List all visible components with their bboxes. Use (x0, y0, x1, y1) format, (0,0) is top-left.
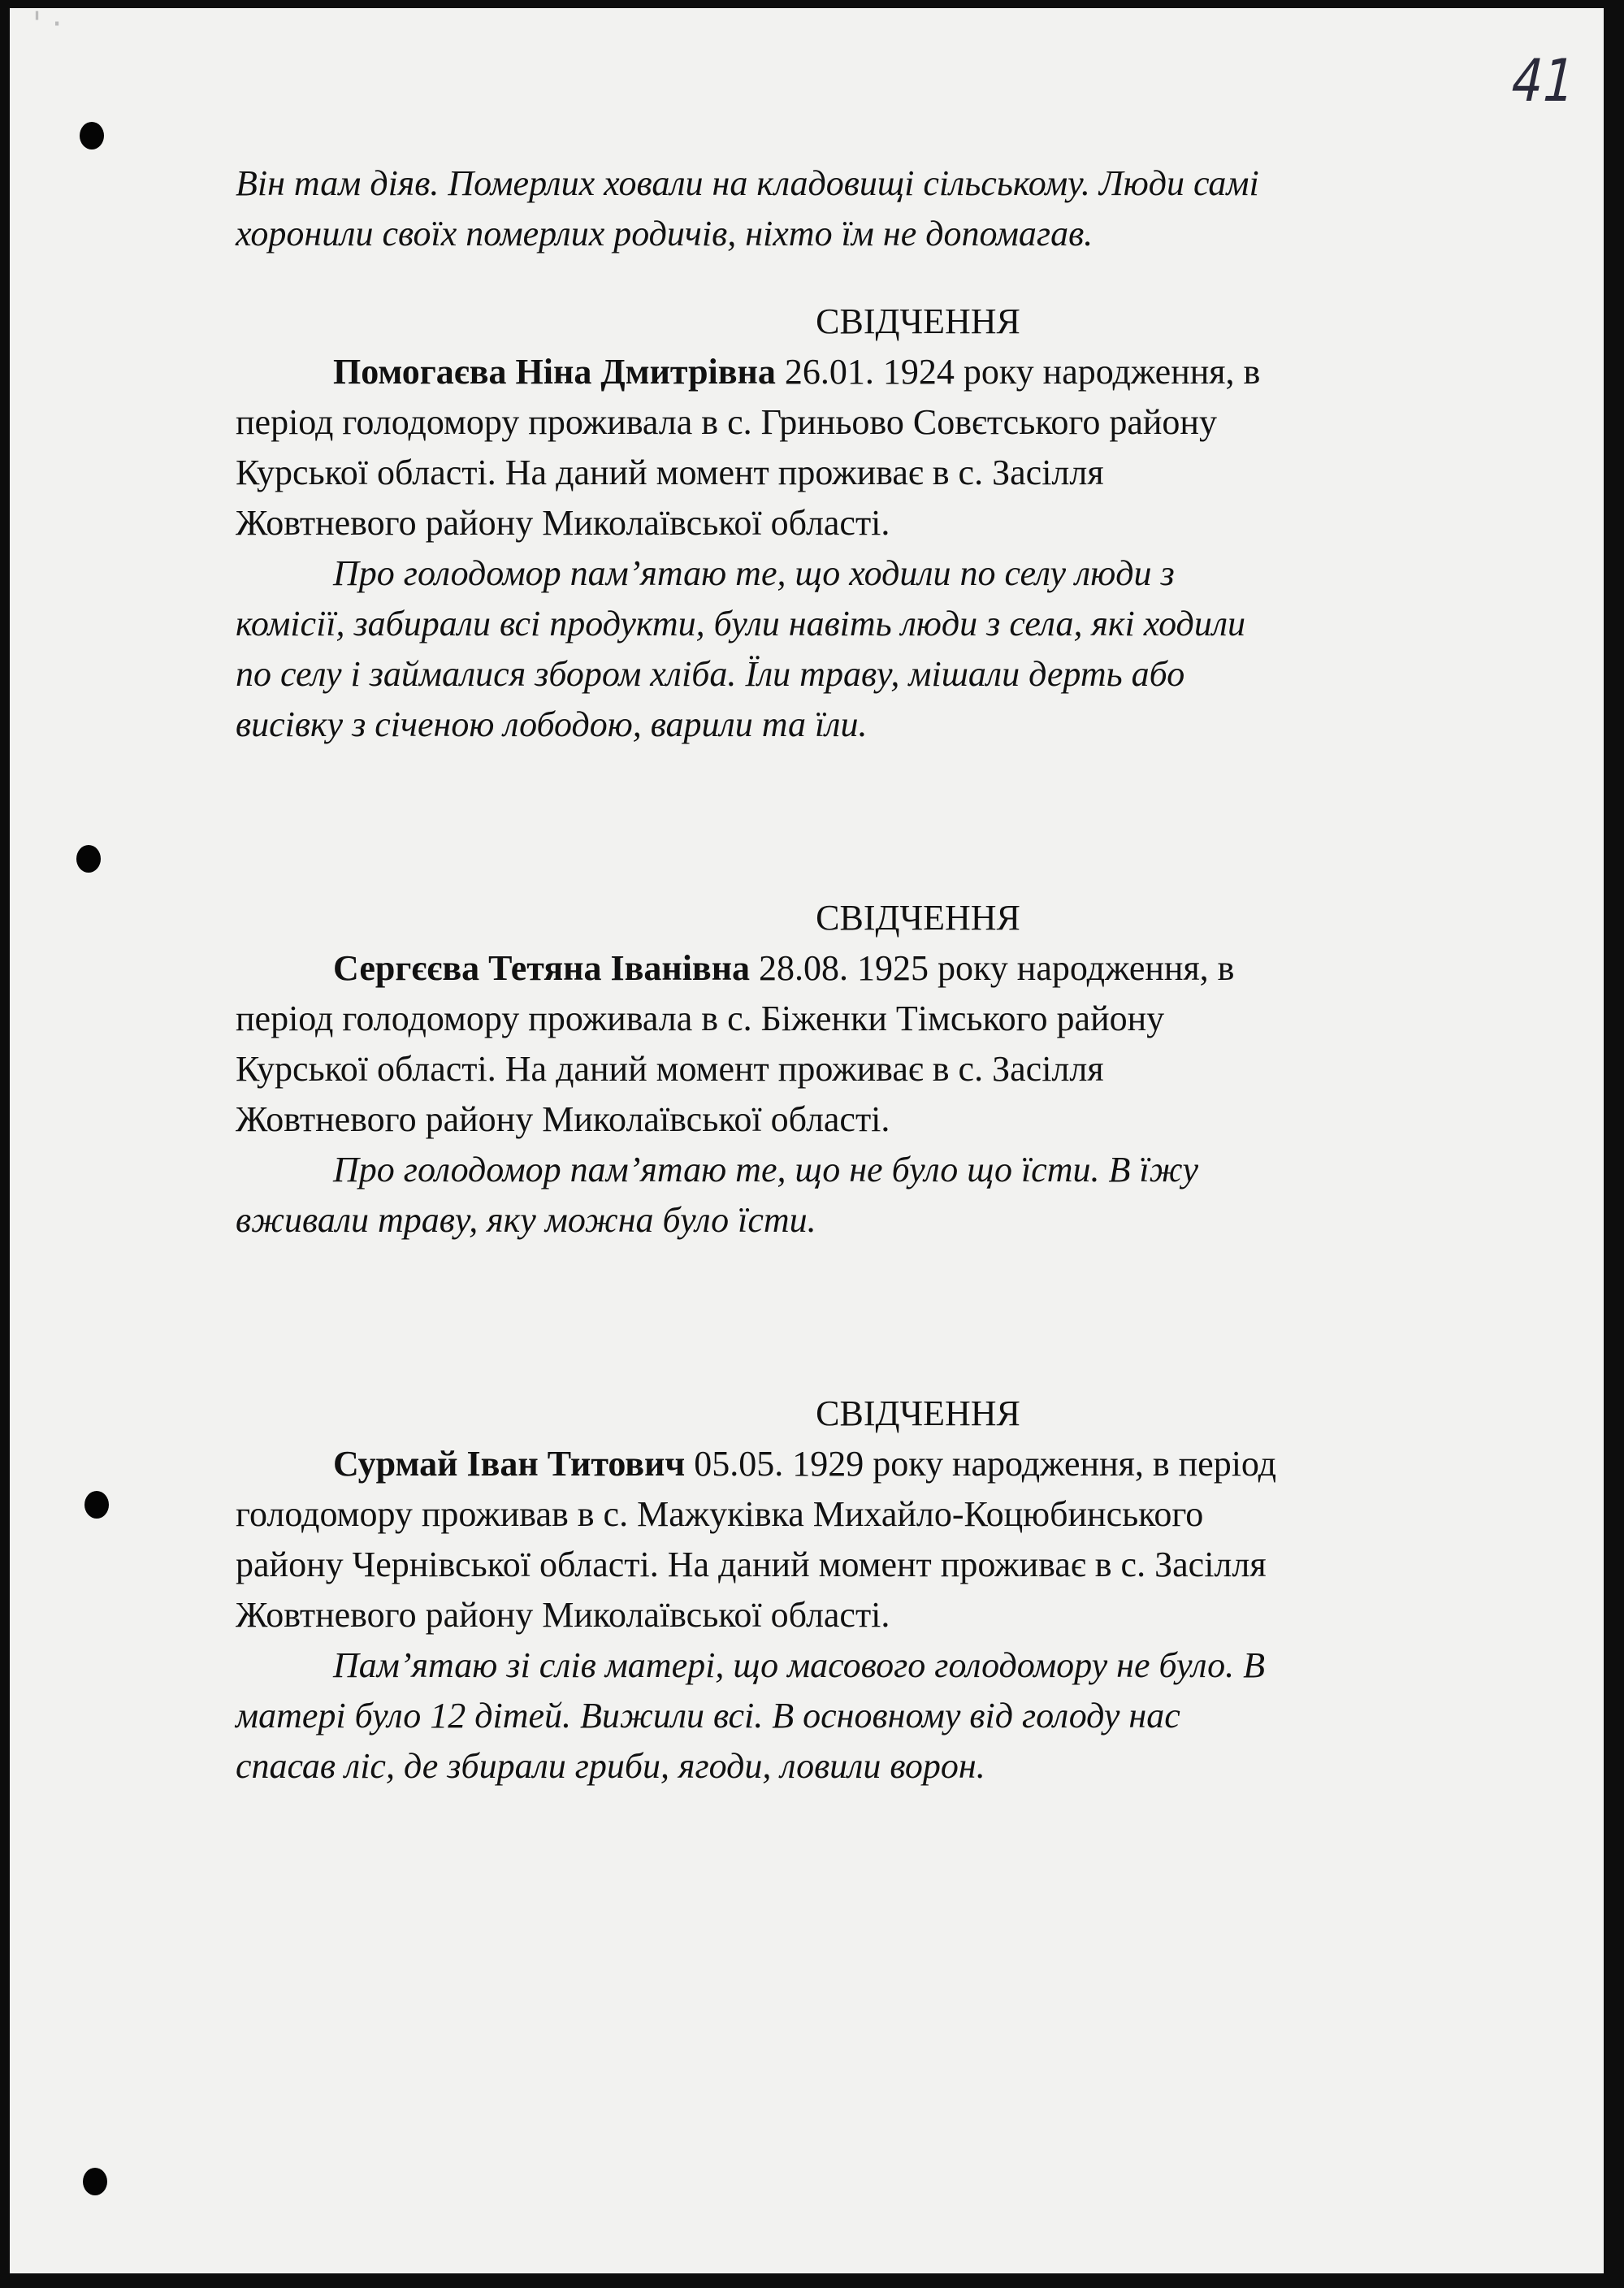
memory-line: спасав ліс, де збирали гриби, ягоди, ловили ворон. (236, 1746, 985, 1786)
testimony-bio (236, 347, 1519, 548)
corner-mark: ' · (32, 6, 63, 43)
bio-first-line (236, 1439, 1519, 1489)
testimony-memory (236, 1145, 1519, 1246)
bio-line: період голодомору проживала в с. Біженки Тімського району (236, 999, 1165, 1038)
testimony-3 (236, 1389, 1519, 1792)
memory-line: висівку з січеною лободою, варили та їли. (236, 704, 868, 744)
intro-line: Він там діяв. Померлих ховали на кладовищі сільському. Люди самі (236, 163, 1259, 203)
bio-line: району Чернівської області. На даний момент проживає в с. Засілля (236, 1545, 1267, 1584)
witness-name: Сергєєва Тетяна Іванівна (333, 948, 751, 988)
testimony-memory (236, 1640, 1519, 1792)
punch-hole (84, 1491, 109, 1519)
testimony-bio (236, 1439, 1519, 1640)
testimony-heading: СВІДЧЕННЯ (816, 898, 1020, 938)
bio-line: Курської області. На даний момент проживає в с. Засілля (236, 1049, 1104, 1089)
document-content (236, 158, 1519, 1792)
witness-name: Помогаєва Ніна Дмитрівна (333, 352, 776, 392)
memory-line: матері було 12 дітей. Вижили всі. В основному від голоду нас (236, 1696, 1180, 1736)
memory-line: вживали траву, яку можна було їсти. (236, 1200, 816, 1240)
bio-line: Жовтневого району Миколаївської області. (236, 1595, 890, 1635)
memory-line: комісії, забирали всі продукти, були навіть люди з села, які ходили (236, 604, 1245, 644)
testimony-heading: СВІДЧЕННЯ (816, 1393, 1020, 1433)
bio-line: Курської області. На даний момент проживає в с. Засілля (236, 453, 1104, 492)
bio-line: період голодомору проживала в с. Гриньово Совєтського району (236, 402, 1217, 442)
bio-first-line (236, 943, 1519, 994)
birth-info: 28.08. 1925 року народження, в (750, 948, 1235, 988)
birth-info: 26.01. 1924 року народження, в (775, 352, 1261, 392)
testimony-1 (236, 297, 1519, 750)
intro-paragraph (236, 158, 1519, 259)
bio-line: Жовтневого району Миколаївської області. (236, 503, 890, 543)
memory-line: Про голодомор пам’ятаю те, що ходили по селу люди з (333, 553, 1175, 593)
punch-hole (76, 845, 101, 873)
bio-line: Жовтневого району Миколаївської області. (236, 1099, 890, 1139)
memory-line: Пам’ятаю зі слів матері, що масового голодомору не було. В (333, 1645, 1265, 1685)
page-number: 41 (1505, 47, 1582, 115)
memory-line: Про голодомор пам’ятаю те, що не було що їсти. В їжу (333, 1150, 1199, 1190)
bio-first-line (236, 347, 1519, 397)
testimony-heading: СВІДЧЕННЯ (816, 301, 1020, 341)
punch-hole (83, 2168, 107, 2195)
testimony-memory (236, 548, 1519, 750)
testimony-2 (236, 893, 1519, 1246)
punch-hole (80, 122, 104, 150)
bio-line: голодомору проживав в с. Мажуківка Михайло-Коцюбинського (236, 1494, 1204, 1534)
witness-name: Сурмай Іван Титович (333, 1444, 686, 1484)
birth-info: 05.05. 1929 року народження, в період (685, 1444, 1277, 1484)
testimony-bio (236, 943, 1519, 1145)
memory-line: по селу і займалися збором хліба. Їли траву, мішали дерть або (236, 654, 1185, 694)
intro-line: хоронили своїх померлих родичів, ніхто їм не допомагав. (236, 214, 1093, 254)
